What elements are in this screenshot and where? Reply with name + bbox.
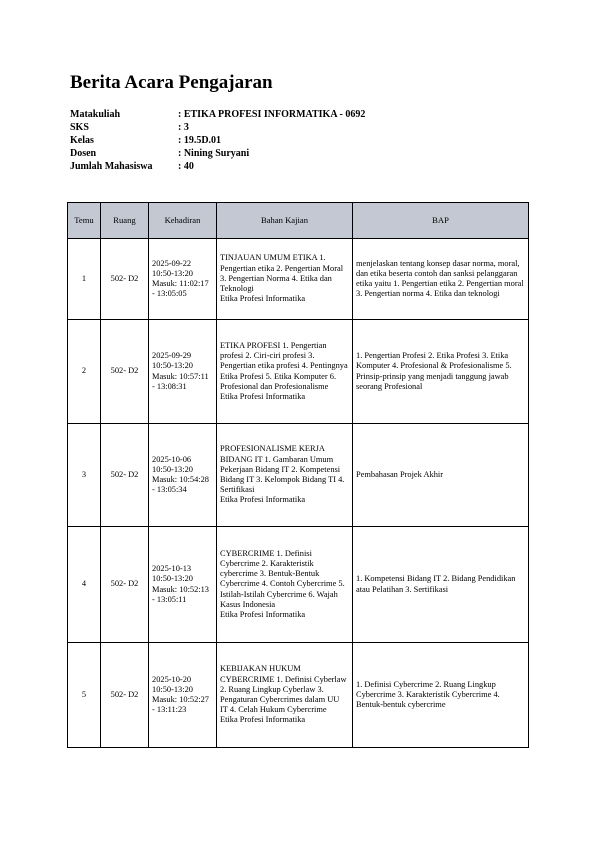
column-header-temu: Temu <box>68 203 101 239</box>
course-info-label: SKS <box>70 122 89 133</box>
cell-bahan-kajian <box>217 239 353 320</box>
course-info-row <box>70 160 365 173</box>
cell-ruang: 502- D2 <box>101 239 149 320</box>
column-header-ruang: Ruang <box>101 203 149 239</box>
cell-bahan-kajian <box>217 424 353 527</box>
bahan-kajian-text: CYBERCRIME 1. Definisi Cybercrime 2. Karakteristik cybercrime 3. Bentuk-Bentuk Cybercrime 4. Contoh Cybercrime 5. Istilah-Istilah Cybercrime 6. Wajah Kasus Indonesia <box>220 548 345 609</box>
cell-ruang: 502- D2 <box>101 424 149 527</box>
table-row <box>68 643 529 748</box>
cell-bap: 1. Definisi Cybercrime 2. Ruang Lingkup Cybercrime 3. Karakteristik Cybercrime 4. Bentuk-bentuk cybercrime <box>353 643 529 748</box>
course-info <box>70 108 365 173</box>
cell-temu: 2 <box>68 320 101 424</box>
cell-kehadiran: 2025-10-06 10:50-13:20 Masuk: 10:54:28 - 13:05:34 <box>149 424 217 527</box>
cell-temu: 5 <box>68 643 101 748</box>
bahan-kajian-course: Etika Profesi Informatika <box>220 610 306 619</box>
course-info-value: : 3 <box>178 122 189 133</box>
cell-kehadiran: 2025-10-20 10:50-13:20 Masuk: 10:52:27 - 13:11:23 <box>149 643 217 748</box>
bahan-kajian-text: TINJAUAN UMUM ETIKA 1. Pengertian etika 2. Pengertian Moral 3. Pengertian Norma 4. Etika dan Teknologi <box>220 253 344 294</box>
bahan-kajian-course: Etika Profesi Informatika <box>220 391 306 401</box>
bahan-kajian-course: Etika Profesi Informatika <box>220 715 306 725</box>
column-header-kehadiran: Kehadiran <box>149 203 217 239</box>
cell-bahan-kajian <box>217 643 353 748</box>
cell-bahan-kajian <box>217 527 353 643</box>
course-info-label: Jumlah Mahasiswa <box>70 161 153 172</box>
course-info-label: Matakuliah <box>70 109 121 120</box>
course-info-row <box>70 134 365 147</box>
bahan-kajian-text: PROFESIONALISME KERJA BIDANG IT 1. Gambaran Umum Pekerjaan Bidang IT 2. Kompetensi Bidang IT 3. Kelompok Bidang TI 4. Sertifikasi <box>220 444 345 495</box>
cell-bahan-kajian <box>217 320 353 424</box>
cell-temu: 1 <box>68 239 101 320</box>
table-row <box>68 239 529 320</box>
cell-ruang: 502- D2 <box>101 643 149 748</box>
cell-ruang: 502- D2 <box>101 320 149 424</box>
bahan-kajian-course: Etika Profesi Informatika <box>220 495 306 505</box>
course-info-label: Dosen <box>70 148 97 159</box>
table-row <box>68 424 529 527</box>
page-title: Berita Acara Pengajaran <box>70 72 273 93</box>
bahan-kajian-text: ETIKA PROFESI 1. Pengertian profesi 2. Ciri-ciri profesi 3. Pengertian etika profesi 4. Pentingnya Etika Profesi 5. Etika Komputer 6. Profesional dan Profesionalisme <box>220 340 348 391</box>
course-info-label: Kelas <box>70 135 94 146</box>
cell-bap: 1. Kompetensi Bidang IT 2. Bidang Pendidikan atau Pelatihan 3. Sertifikasi <box>353 527 529 643</box>
cell-kehadiran: 2025-09-22 10:50-13:20 Masuk: 11:02:17 - 13:05:05 <box>149 239 217 320</box>
column-header-bap: BAP <box>353 203 529 239</box>
course-info-row <box>70 147 365 160</box>
table-header-row <box>68 203 529 239</box>
cell-kehadiran: 2025-09-29 10:50-13:20 Masuk: 10:57:11 - 13:08:31 <box>149 320 217 424</box>
course-info-row <box>70 108 365 121</box>
course-info-value: : 40 <box>178 161 194 172</box>
column-header-bahan-kajian: Bahan Kajian <box>217 203 353 239</box>
cell-kehadiran: 2025-10-13 10:50-13:20 Masuk: 10:52:13 - 13:05:11 <box>149 527 217 643</box>
teaching-record-table <box>67 202 529 748</box>
cell-bap: 1. Pengertian Profesi 2. Etika Profesi 3. Etika Komputer 4. Profesional & Profesionalisme 5. Prinsip-prinsip yang menjadi tanggung jawab seorang Profesional <box>353 320 529 424</box>
cell-temu: 3 <box>68 424 101 527</box>
cell-ruang: 502- D2 <box>101 527 149 643</box>
course-info-value: : Nining Suryani <box>178 148 250 159</box>
cell-temu: 4 <box>68 527 101 643</box>
bahan-kajian-course: Etika Profesi Informatika <box>220 294 306 304</box>
cell-bap: Pembahasan Projek Akhir <box>353 424 529 527</box>
bahan-kajian-text: KEBIJAKAN HUKUM CYBERCRIME 1. Definisi Cyberlaw 2. Ruang Lingkup Cyberlaw 3. Pengaturan Cybercrimes dalam UU IT 4. Celah Hukum Cybercrime <box>220 664 347 715</box>
table-row <box>68 320 529 424</box>
course-info-value: : 19.5D.01 <box>178 135 222 146</box>
course-info-row <box>70 121 365 134</box>
table-row <box>68 527 529 643</box>
course-info-value: : ETIKA PROFESI INFORMATIKA - 0692 <box>178 109 366 120</box>
cell-bap: menjelaskan tentang konsep dasar norma, moral, dan etika beserta contoh dan sanksi pelanggaran etika yaitu 1. Pengertian etika 2. Pengertian moral 3. Pengertian norma 4. Etika dan teknologi <box>353 239 529 320</box>
